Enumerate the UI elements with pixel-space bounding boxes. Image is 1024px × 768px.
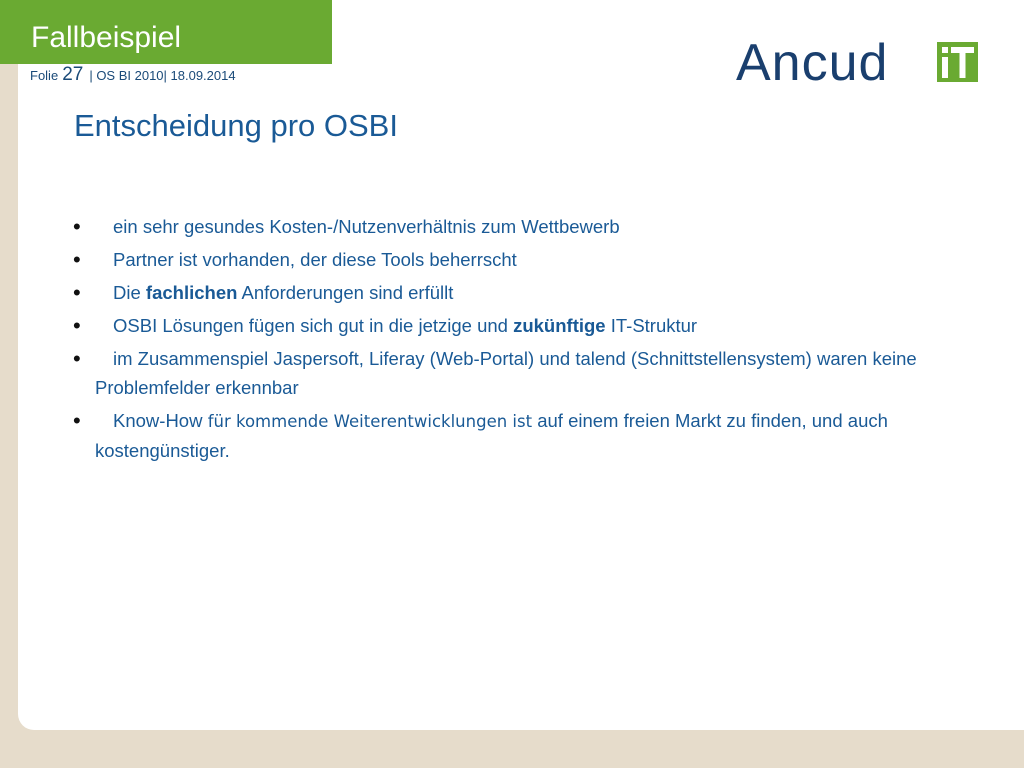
bullet-dot-icon: • [73,346,81,371]
bullet-text-post: auf einem freien Markt zu finden, und auch kostengünstiger. [95,410,888,461]
bullet-list [72,212,952,469]
slide-info-line [30,64,236,88]
bullet-text: ein sehr gesundes Kosten-/Nutzenverhältnis zum Wettbewerb [113,216,620,237]
bullet-dot-icon: • [73,214,81,239]
logo-wordmark: Ancud [736,34,889,92]
bullet-item [72,245,952,274]
slide-number: 27 [62,64,84,85]
it-badge-icon [937,42,978,82]
bullet-text-pre: OSBI Lösungen fügen sich gut in die jetzige und [113,315,514,336]
slide-title: Entscheidung pro OSBI [74,108,398,143]
folie-label: Folie [30,68,59,83]
bullet-text-post: IT-Struktur [605,315,698,336]
bullet-item [72,311,952,340]
bullet-text: im Zusammenspiel Jaspersoft, Liferay (Web-Portal) und talend (Schnittstellensystem) waren keine Problemfelder erkennbar [95,348,917,398]
bullet-item [72,278,952,307]
section-header-tab [0,0,332,64]
ancud-logo [736,34,986,92]
bullet-text-pre: Die [113,282,146,303]
presentation-info: | OS BI 2010| 18.09.2014 [89,68,236,83]
bullet-text-bold: zukünftige [513,315,606,336]
bullet-text-alt: für kommende Weiterentwicklungen ist [202,412,533,431]
bullet-dot-icon: • [73,247,81,272]
bullet-text-post: Anforderungen sind erfüllt [237,282,454,303]
bullet-dot-icon: • [73,408,81,433]
bullet-item [72,212,952,241]
bullet-text: Partner ist vorhanden, der diese Tools beherrscht [113,249,517,270]
bullet-item [72,406,952,465]
bullet-dot-icon: • [73,313,81,338]
bullet-text-bold: fachlichen [145,282,238,303]
section-title: Fallbeispiel [31,21,182,54]
bullet-dot-icon: • [73,280,81,305]
logo-it-badge [937,42,978,82]
bullet-text-pre: Know-How [113,410,203,431]
bullet-item [72,344,952,402]
